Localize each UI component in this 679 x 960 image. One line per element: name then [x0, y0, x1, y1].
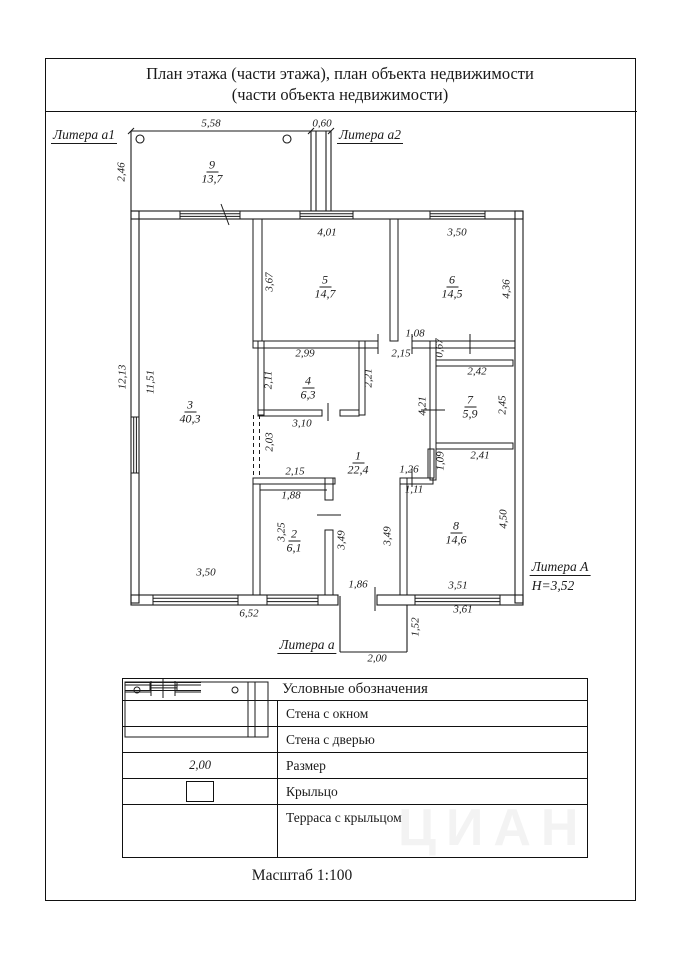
room-label-9: 9 13,7: [201, 157, 223, 186]
dim-hall-door: 1,08: [405, 327, 425, 340]
dim-room4-width: 2,99: [295, 347, 315, 360]
room-label-1: 1 22,4: [347, 448, 369, 477]
dim-step-a: 1,26: [399, 463, 419, 476]
room-label-4: 4 6,3: [300, 373, 316, 402]
label-building-height: Н=3,52: [531, 578, 575, 593]
dim-window-bottom-left: 3,50: [196, 566, 216, 579]
dim-room8-window: 3,51: [448, 579, 468, 592]
dim-bottom-width: 6,52: [239, 607, 259, 620]
label-litera-a: Литера a: [279, 637, 335, 652]
legend-label: Крыльцо: [286, 783, 338, 799]
legend-label: Терраса с крыльцом: [286, 810, 402, 825]
dim-exit-door: 1,86: [348, 578, 368, 591]
conditional-boundary-dashed: [254, 415, 260, 478]
porch-outline: [340, 596, 407, 652]
label-litera-a2: Литера a2: [338, 127, 402, 142]
legend-row-size: [123, 753, 587, 779]
dim-room4-left: 2,11: [262, 370, 275, 390]
dim-room7-step: 1,09: [434, 451, 447, 471]
label-litera-A: Литера А: [531, 559, 589, 574]
dim-room6-depth: 4,36: [500, 279, 513, 299]
legend-label: Стена с окном: [286, 705, 369, 721]
room-label-8: 8 14,6: [445, 518, 467, 547]
dim-room2-inner: 1,88: [281, 489, 301, 502]
dim-room7-bottom: 2,41: [470, 449, 490, 462]
dim-room7-width: 2,42: [467, 365, 487, 378]
dim-room2-right: 3,49: [335, 530, 348, 550]
dim-room4-right: 2,21: [362, 368, 375, 388]
dim-terrace-width: 5,58: [201, 117, 221, 130]
size-sample: 2,00: [189, 758, 211, 772]
dim-step-b: 1,11: [404, 483, 424, 496]
dim-room6-width: 3,50: [447, 226, 467, 239]
dim-left-inner: 11,51: [144, 370, 157, 394]
room-label-6: 6 14,5: [441, 272, 463, 301]
dim-room1-right: 3,49: [381, 526, 394, 546]
dim-room5-width: 4,01: [317, 226, 337, 239]
dim-room7-right: 2,45: [496, 395, 509, 415]
dim-room2-left: 3,25: [275, 522, 288, 542]
page-title-line1: План этажа (части этажа), план объекта недвижимости: [146, 64, 534, 83]
room-label-7: 7 5,9: [462, 392, 478, 421]
dim-room2-top: 2,15: [285, 465, 305, 478]
page-title-line2: (части объекта недвижимости): [231, 85, 449, 104]
room-label-3: 3 40,3: [179, 397, 201, 426]
terrace-outline: [128, 128, 334, 211]
dim-porch-width: 2,00: [367, 652, 387, 665]
legend-label: Размер: [286, 757, 326, 773]
dim-room5-depth: 3,67: [263, 272, 276, 292]
dim-open-gap: 2,03: [263, 432, 276, 452]
dim-niche: 0,67: [433, 338, 446, 358]
watermark: ЦИАН: [398, 799, 589, 857]
dim-hall-width: 2,15: [391, 347, 411, 360]
dim-room7-left: 4,21: [416, 396, 429, 416]
label-litera-a1: Литера a1: [52, 127, 116, 142]
dim-terrace-depth: 2,46: [115, 162, 128, 182]
porch-icon: [186, 781, 214, 802]
dim-room4-bottom: 3,10: [292, 417, 312, 430]
dim-left-outer: 12,13: [116, 364, 129, 390]
dim-porch-depth: 1,52: [409, 617, 422, 637]
dim-chimney-width: 0,60: [312, 117, 332, 130]
legend-header: Условные обозначения: [123, 679, 587, 701]
room-label-5: 5 14,7: [314, 272, 336, 301]
dim-room8-outer: 3,61: [453, 603, 473, 616]
room-label-2: 2 6,1: [286, 526, 302, 555]
scale-note: Масштаб 1:100: [251, 867, 353, 884]
terrace-with-porch-icon: [123, 679, 271, 739]
legend-label: Стена с дверью: [286, 731, 375, 747]
chimney-outline: [311, 131, 331, 211]
dim-room8-depth: 4,50: [497, 509, 510, 529]
